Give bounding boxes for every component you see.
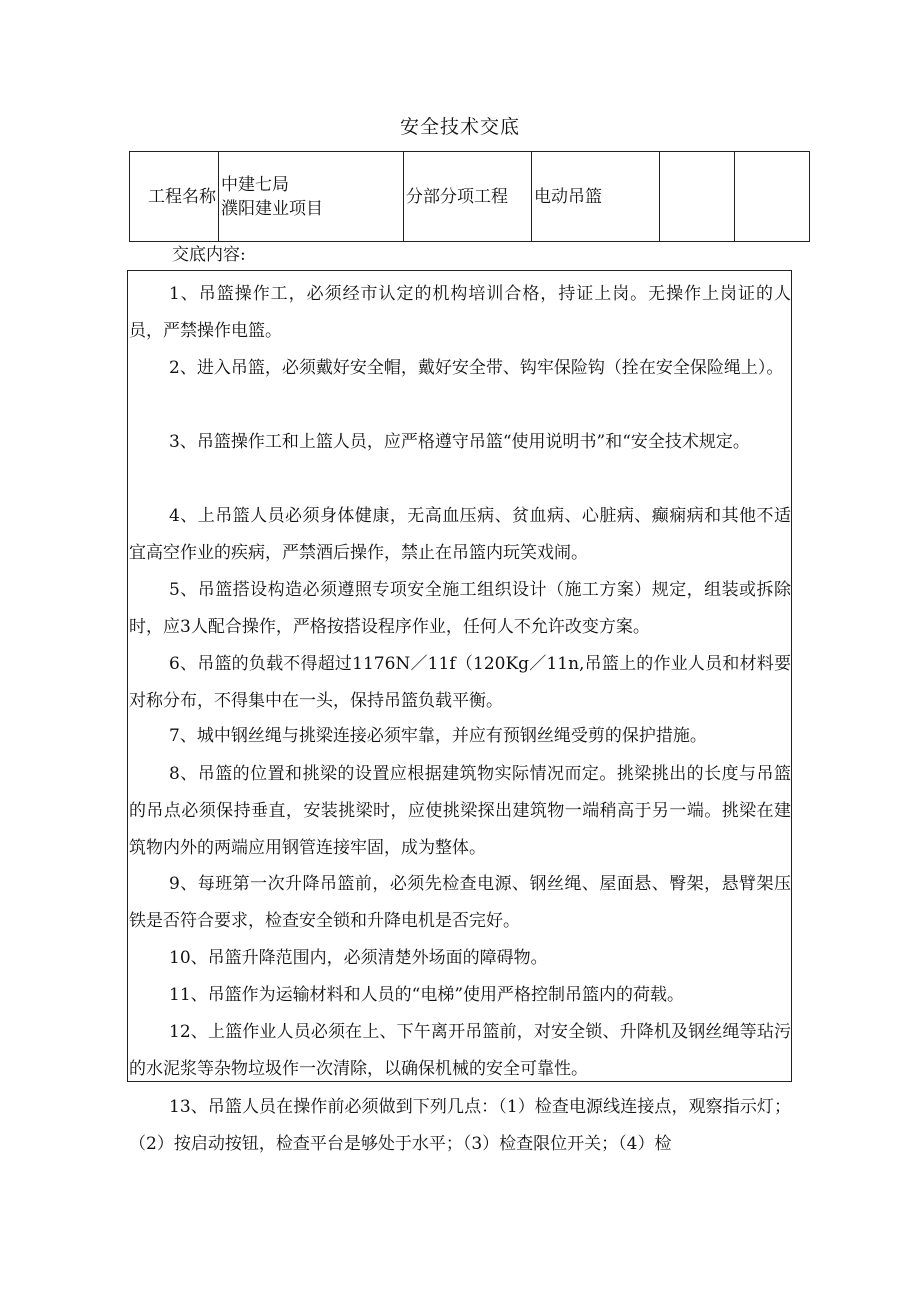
project-info-row: [130, 152, 810, 242]
item-1: 1、吊篮操作工，必须经市认定的机构培训合格，持证上岗。无操作上岗证的人员，严禁操作电篮。: [129, 284, 791, 341]
item-13: 13、吊篮人员在操作前必须做到下列几点：（1）检查电源线连接点，观察指示灯；（2）按启动按钮，检查平台是够处于水平；（3）检查限位开关；（4）检: [129, 1097, 791, 1154]
item-5: 5、吊篮搭设构造必须遵照专项安全施工组织设计（施工方案）规定，组装或拆除时，应3人配合操作，严格按搭设程序作业，任何人不允许改变方案。: [129, 580, 791, 637]
item-12: 12、上篮作业人员必须在上、下午离开吊篮前，对安全锁、升降机及钢丝绳等玷污的水泥浆等杂物垃圾作一次清除，以确保机械的安全可靠性。: [129, 1022, 791, 1079]
project-name-line1: 中建七局: [221, 174, 289, 195]
project-info-table: [129, 151, 810, 242]
page-title: 安全技术交底: [399, 116, 520, 138]
item-11: 11、吊篮作为运输材料和人员的“电梯”使用严格控制吊篮内的荷载。: [169, 985, 685, 1005]
project-label: 工程名称: [130, 152, 219, 242]
subdivision-label: 分部分项工程: [404, 152, 532, 242]
item-8: 8、吊篮的位置和挑梁的设置应根据建筑物实际情况而定。挑梁挑出的长度与吊篮的吊点必须保持垂直，安装挑梁时，应使挑梁探出建筑物一端稍高于另一端。挑梁在建筑物内外的两端应用钢管连接牢固，成为整体。: [129, 764, 791, 858]
subdivision-value: 电动吊篮: [532, 152, 660, 242]
item-9: 9、每班第一次升降吊篮前，必须先检查电源、钢丝绳、屋面悬、臀架，悬臂架压铁是否符合要求，检查安全锁和升降电机是否完好。: [129, 874, 791, 931]
project-name-line2: 濮阳建业项目: [221, 198, 323, 219]
content-intro: 交底内容:: [172, 245, 246, 265]
item-2: 2、进入吊篮，必须戴好安全帽，戴好安全带、钩牢保险钩（拴在安全保险绳上）。: [169, 358, 784, 378]
item-6: 6、吊篮的负载不得超过1176N／11f（120Kg／11n,吊篮上的作业人员和材料要对称分布，不得集中在一头，保持吊篮负载平衡。: [129, 654, 791, 711]
item-7: 7、城中钢丝绳与挑梁连接必须牢靠，并应有预钢丝绳受剪的保护措施。: [169, 726, 707, 746]
empty-cell-1: [660, 152, 735, 242]
item-4: 4、上吊篮人员必须身体健康，无高血压病、贫血病、心脏病、癫痫病和其他不适宜高空作业的疾病，严禁酒后操作，禁止在吊篮内玩笑戏闹。: [129, 506, 791, 563]
project-name-cell: [219, 152, 404, 242]
item-10: 10、吊篮升降范围内，必须清楚外场面的障碍物。: [169, 948, 548, 968]
item-3: 3、吊篮操作工和上篮人员，应严格遵守吊篮“使用说明书”和“安全技术规定。: [169, 432, 750, 452]
empty-cell-2: [735, 152, 810, 242]
